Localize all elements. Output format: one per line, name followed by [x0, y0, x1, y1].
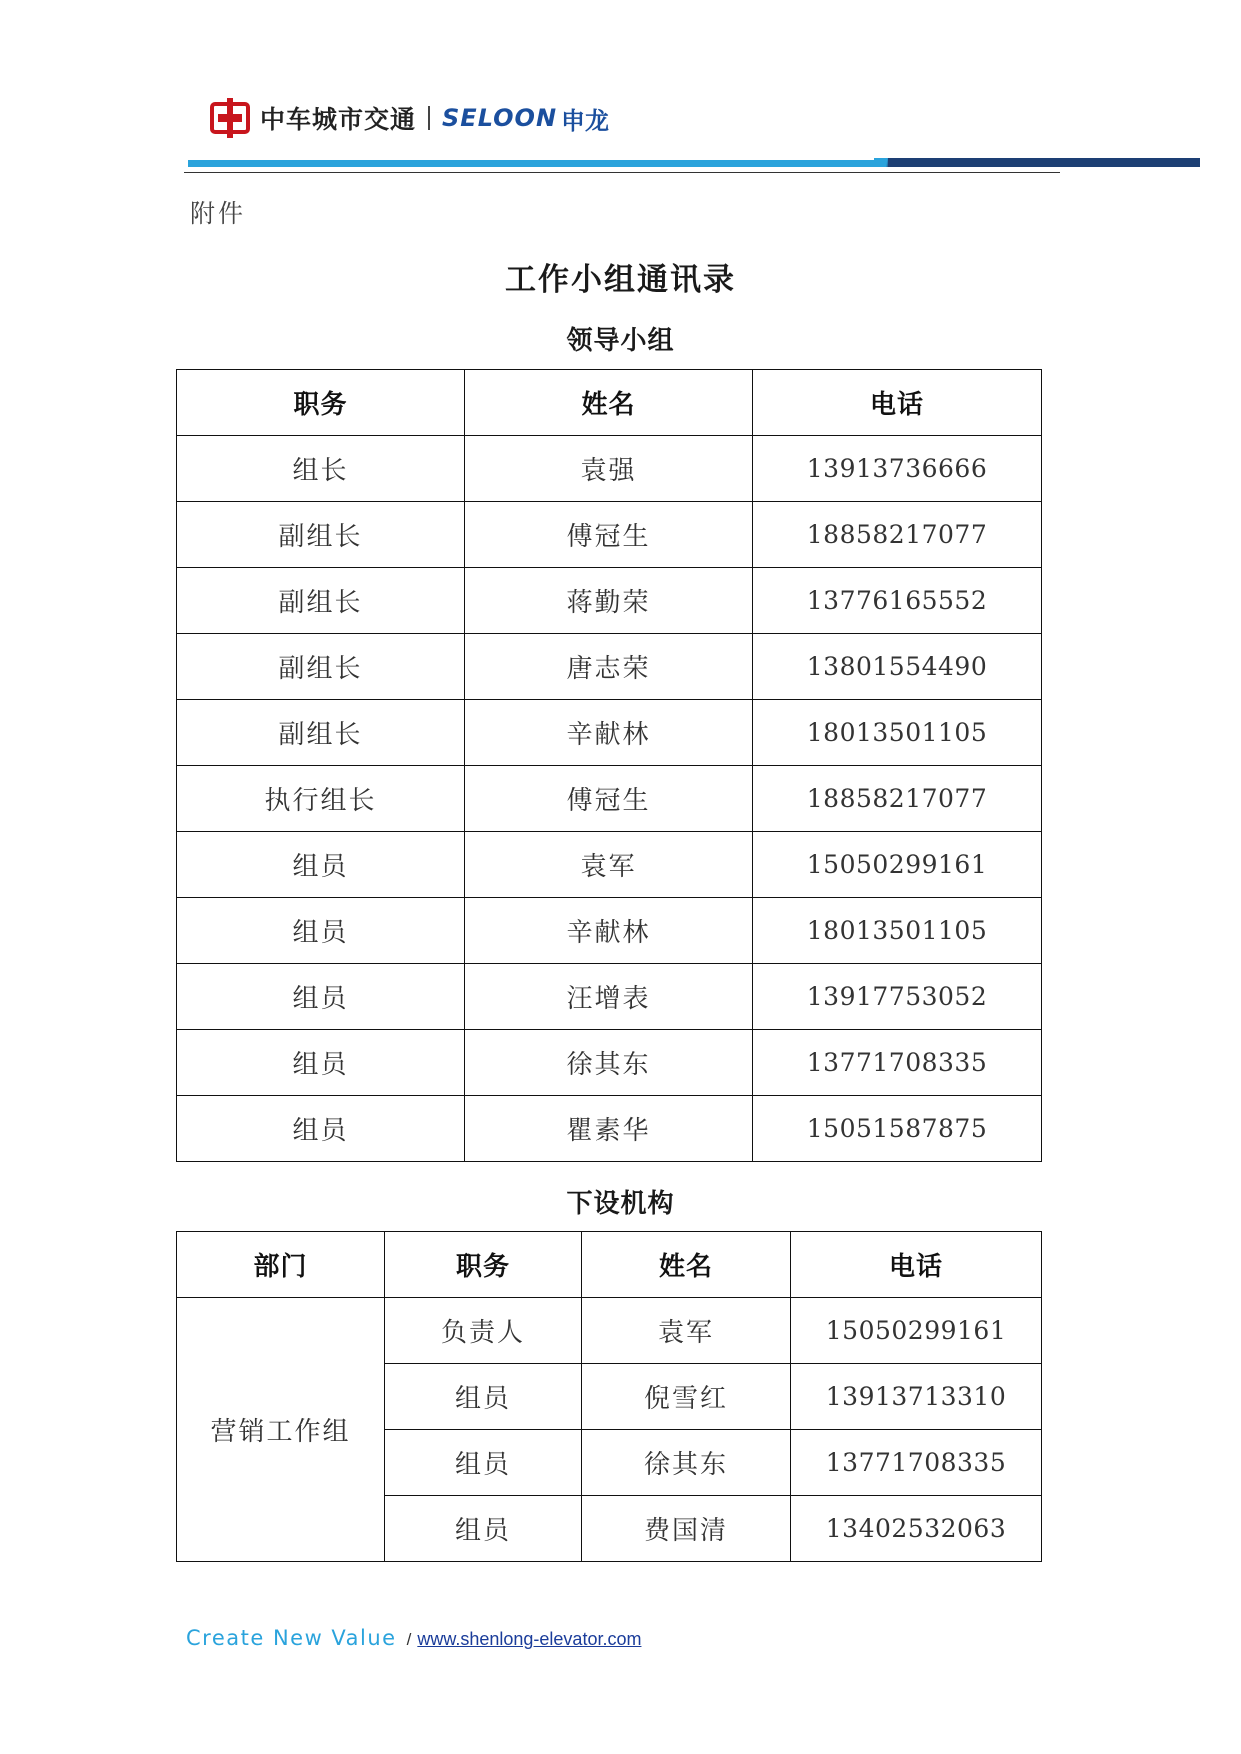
leadership-heading: 领导小组 — [566, 326, 675, 356]
table-row — [177, 568, 1042, 634]
role-cell: 副组长 — [177, 568, 465, 634]
column-header-role: 职务 — [385, 1232, 582, 1298]
name-cell: 傅冠生 — [465, 502, 753, 568]
phone-cell: 15050299161 — [791, 1298, 1042, 1364]
phone-cell: 13917753052 — [753, 964, 1042, 1030]
column-header-phone: 电话 — [753, 370, 1042, 436]
role-cell: 组员 — [177, 1096, 465, 1162]
table-header-row — [177, 370, 1042, 436]
brand-name-cn: 申龙 — [561, 106, 610, 135]
table-row — [177, 1030, 1042, 1096]
role-cell: 组长 — [177, 436, 465, 502]
name-cell: 袁军 — [465, 832, 753, 898]
role-cell: 组员 — [385, 1364, 582, 1430]
crrc-logo-icon — [210, 98, 250, 138]
column-header-name: 姓名 — [582, 1232, 791, 1298]
phone-cell: 18858217077 — [753, 502, 1042, 568]
company-name-cn: 中车城市交通 — [260, 105, 417, 134]
role-cell: 执行组长 — [177, 766, 465, 832]
table-row — [177, 1298, 1042, 1364]
phone-cell: 13771708335 — [753, 1030, 1042, 1096]
table-row — [177, 700, 1042, 766]
phone-cell: 18013501105 — [753, 700, 1042, 766]
name-cell: 费国清 — [582, 1496, 791, 1562]
role-cell: 副组长 — [177, 502, 465, 568]
phone-cell: 15051587875 — [753, 1096, 1042, 1162]
phone-cell: 18013501105 — [753, 898, 1042, 964]
table-row — [177, 634, 1042, 700]
table-row — [177, 898, 1042, 964]
footer — [186, 1626, 641, 1650]
department-cell: 营销工作组 — [177, 1298, 385, 1562]
header-logos — [210, 96, 609, 140]
role-cell: 组员 — [177, 964, 465, 1030]
header-rule-dark — [888, 158, 1200, 167]
table-row — [177, 1096, 1042, 1162]
column-header-name: 姓名 — [465, 370, 753, 436]
name-cell: 袁军 — [582, 1298, 791, 1364]
phone-cell: 13771708335 — [791, 1430, 1042, 1496]
role-cell: 副组长 — [177, 700, 465, 766]
page-title: 工作小组通讯录 — [505, 262, 736, 298]
phone-cell: 13913736666 — [753, 436, 1042, 502]
brand-name-en: SELOON — [442, 104, 558, 132]
footer-slogan: Create New Value — [186, 1626, 397, 1650]
name-cell: 蒋勤荣 — [465, 568, 753, 634]
table-row — [177, 832, 1042, 898]
role-cell: 副组长 — [177, 634, 465, 700]
table-header-row — [177, 1232, 1042, 1298]
logo-divider — [428, 106, 430, 130]
name-cell: 辛献林 — [465, 898, 753, 964]
name-cell: 徐其东 — [582, 1430, 791, 1496]
table-row — [177, 964, 1042, 1030]
table-row — [177, 502, 1042, 568]
phone-cell: 13913713310 — [791, 1364, 1042, 1430]
subunits-table — [176, 1231, 1042, 1562]
role-cell: 组员 — [177, 832, 465, 898]
phone-cell: 13776165552 — [753, 568, 1042, 634]
name-cell: 袁强 — [465, 436, 753, 502]
phone-cell: 18858217077 — [753, 766, 1042, 832]
column-header-department: 部门 — [177, 1232, 385, 1298]
attachment-label: 附件 — [190, 199, 247, 228]
role-cell: 组员 — [177, 1030, 465, 1096]
role-cell: 负责人 — [385, 1298, 582, 1364]
phone-cell: 13801554490 — [753, 634, 1042, 700]
name-cell: 汪增表 — [465, 964, 753, 1030]
phone-cell: 15050299161 — [753, 832, 1042, 898]
name-cell: 唐志荣 — [465, 634, 753, 700]
name-cell: 傅冠生 — [465, 766, 753, 832]
header-rule-light — [188, 160, 888, 167]
role-cell: 组员 — [385, 1430, 582, 1496]
role-cell: 组员 — [385, 1496, 582, 1562]
subunits-heading: 下设机构 — [566, 1189, 675, 1219]
name-cell: 徐其东 — [465, 1030, 753, 1096]
table-row — [177, 436, 1042, 502]
phone-cell: 13402532063 — [791, 1496, 1042, 1562]
column-header-role: 职务 — [177, 370, 465, 436]
name-cell: 倪雪红 — [582, 1364, 791, 1430]
name-cell: 辛献林 — [465, 700, 753, 766]
table-row — [177, 766, 1042, 832]
website-link[interactable]: www.shenlong-elevator.com — [417, 1629, 642, 1649]
column-header-phone: 电话 — [791, 1232, 1042, 1298]
header-rule-thin — [184, 172, 1060, 173]
role-cell: 组员 — [177, 898, 465, 964]
footer-separator: / — [406, 1630, 412, 1649]
name-cell: 瞿素华 — [465, 1096, 753, 1162]
leadership-table — [176, 369, 1042, 1162]
